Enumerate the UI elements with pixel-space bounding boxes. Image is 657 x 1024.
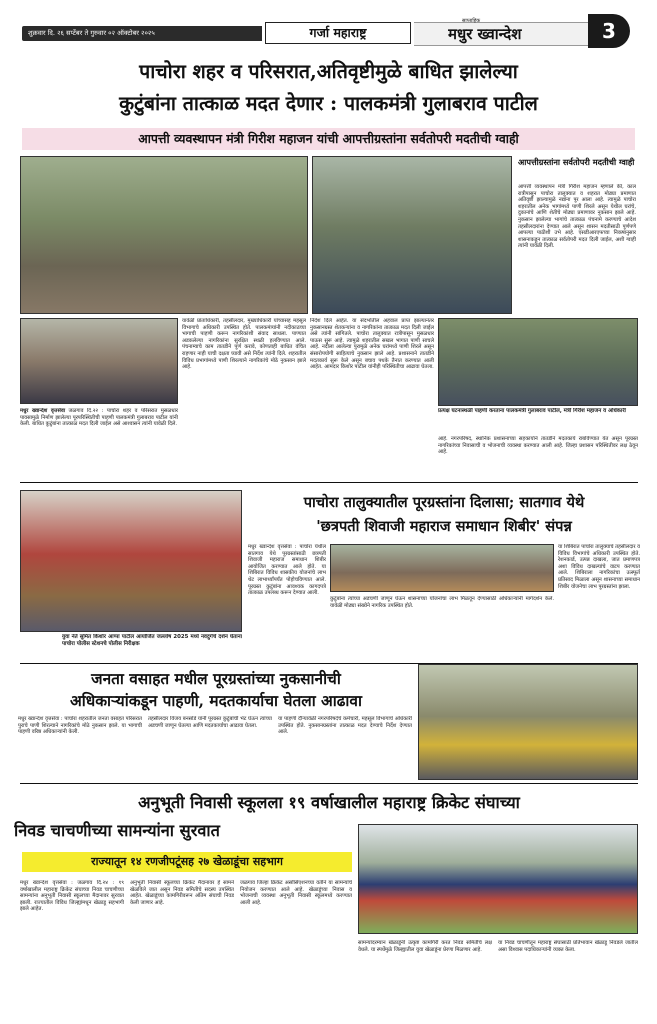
masthead <box>0 0 657 48</box>
story4-headline-line1: अनुभूती निवासी स्कूलला १९ वर्षाखालील महाराष्ट्र क्रिकेट संघाच्या <box>138 793 520 812</box>
story4-col4: सामन्यांदरम्यान खेळाडूंनी उत्कृष्ट कामगिरी करत निवड समितीचे लक्ष वेधले. या स्पर्धेमुळे जिल्ह्यातील युवा खेळाडूंना प्रेरणा मिळणार आहे. <box>358 940 492 953</box>
story4-photo <box>358 824 638 934</box>
story2-col1: मधुर ख्वान्देश वृत्तसेवा : पाचोरा येथील सातगाव येथे पूरग्रस्तांसाठी छत्रपती शिवाजी महाराज समाधान शिबीर आयोजित करण्यात आले होते. या शिबिरात विविध शासकीय योजनांचे लाभ थेट लाभार्थ्यांपर्यंत पोहोचविण्यात आले. पूरग्रस्त कुटुंबांना आवश्यक कागदपत्रे तात्काळ उपलब्ध करून देण्यात आली. <box>248 544 326 597</box>
story2-photo <box>20 490 242 632</box>
story2-headline-line1: पाचोरा तालुक्यातील पूरग्रस्तांना दिलासा; सातगाव येथे <box>303 494 585 511</box>
story1-photo-4 <box>438 318 638 406</box>
story1-photo-1 <box>20 156 308 314</box>
story1-byline-name: मधुर ख्वान्देश वृत्तसेवा <box>20 408 66 414</box>
story2-photo-2 <box>330 544 554 592</box>
masthead-date: शुक्रवार दि. २६ सप्टेंबर ते गुरुवार ०२ ऑक्टोबर २०२५ <box>28 29 155 37</box>
story2-photo-caption: युवा नेते सुमित किशोर आप्पा पाटील आयोजित जल्लोष 2025 मध्ये नवदुर्गेचे दर्शन घेताना पाचोरा पोलीस स्टेशनचे पोलीस निरीक्षक <box>62 634 242 647</box>
story3-headline-line2: अधिकाऱ्यांकडून पाहणी, मदतकार्याचा घेतला आढावा <box>70 692 362 710</box>
story2-col2: कुटुंबांना त्यांच्या अडचणी जाणून घेऊन शासनाच्या योजनांचा लाभ मिळवून देण्यासाठी अधिकाऱ्यांनी मार्गदर्शन केले. यावेळी मोठ्या संख्येने नागरिक उपस्थित होते. <box>330 596 554 609</box>
story1-dateline: जळगाव दि.२२ : पाचोरा शहर व परिसरात मुसळधार पावसामुळे निर्माण झालेल्या पूरपरिस्थितीची पाहणी पालकमंत्री गुलाबराव पाटील यांनी केली. बाधित कुटुंबांना तात्काळ मदत दिली जाईल असे आश्वासन त्यांनी यावेळी दिले. <box>20 408 178 428</box>
masthead-section: गर्जा महाराष्ट्र <box>309 25 367 40</box>
story1-col3: निर्देश दिले आहेत. या संदर्भातील अहवाल प्राप्त झाल्यानंतर नुकसानग्रस्त शेतकऱ्यांना व नागरिकांना तात्काळ मदत दिली जाईल असे त्यांनी सांगितले. पाचोरा तालुक्यात रात्रीपासून मुसळधार पाऊस सुरू आहे. त्यामुळे शहरातील सखल भागात पाणी साचले आहे. नदीला आलेल्या पुरामुळे अनेक घरांमध्ये पाणी शिरले असून संसारोपयोगी साहित्याचे नुकसान झाले आहे. प्रशासनाने तातडीने मदतकार्य सुरू केले असून बचाव पथके तैनात करण्यात आली आहेत. आमदार किशोर पाटील यांनीही परिस्थितीचा आढावा घेतला. <box>310 318 434 371</box>
story1-col4: आहे. नगरपरिषद, स्थानिक प्रशासनाच्या सहकार्याने तातडीने मदतकार्य राबविण्यात येत असून पूरग्रस्त नागरिकांच्या निवासाची व भोजनाची व्यवस्था करण्यात आली आहे. जिल्हा प्रशासन परिस्थितीवर लक्ष ठेवून आहे. <box>438 436 638 456</box>
story3-headline-line1: जनता वसाहत मधील पूरग्रस्तांच्या नुकसानीची <box>91 670 341 688</box>
story4-col1: मधुर ख्वान्देश वृत्तसेवा : जळगाव दि.२४ : १९ वर्षाखालील महाराष्ट्र क्रिकेट संघाच्या निवड चाचणीच्या सामन्यांना अनुभूती निवासी स्कूलच्या मैदानावर सुरवात झाली. राज्यातील विविध जिल्ह्यांमधून खेळाडू सहभागी झाले आहेत. <box>20 880 124 913</box>
story1-side-title: आपत्तीग्रस्तांना सर्वतोपरी मदतीची ग्वाही <box>518 157 635 167</box>
story3-col2: तहसीलदार विजय बनसोडे यांनी पूरग्रस्त कुटुंबांची भेट घेऊन त्यांच्या अडचणी जाणून घेतल्या आणि मदतकार्याचा आढावा घेतला. <box>148 716 272 729</box>
story3-photo <box>418 664 638 780</box>
story1-side-text: आपत्ती व्यवस्थापन मंत्री गिरीश महाजन म्हणाले की, काल रात्रीपासून पाचोरा तालुक्यात व शहरात मोठ्या प्रमाणात अतिवृष्टी झाल्यामुळे नद्यांना पूर आला आहे. त्यामुळे पाचोरा शहरातील अनेक भागांमध्ये पाणी शिरले असून येथील घरांचे, दुकानांचे आणि शेतीचे मोठ्या प्रमाणावर नुकसान झाले आहे. नुकसान झालेल्या भागांचे तात्काळ पंचनामे करण्याचे आदेश तहसीलदारांना देण्यात आले असून शासन मदतीसाठी पूर्णपणे आपल्या पाठीशी उभे आहे. एसडीआरएफच्या निकषानुसार शासनाकडून तात्काळ सर्वतोपरी मदत दिली जाईल, अशी ग्वाही त्यांनी यावेळी दिली. <box>518 184 636 250</box>
story4-col5: या निवड चाचणीतून महाराष्ट्र संघासाठी प्रतिभावान खेळाडू निवडले जातील असा विश्वास पदाधिकाऱ्यांनी व्यक्त केला. <box>498 940 638 953</box>
story4-subheadline: राज्यातून १४ रणजीपटूंसह २७ खेळाडूंचा सहभाग <box>91 855 283 868</box>
story1-headline-line2: कुटुंबांना तात्काळ मदत देणार : पालकमंत्री गुलाबराव पाटील <box>119 92 538 115</box>
story2-headline-line2: 'छत्रपती शिवाजी महाराज समाधान शिबीर' संपन्न <box>316 518 572 535</box>
story3-col1: मधुर ख्वान्देश वृत्तसेवा : पाचोरा शहरातील जनता वसाहत परिसरात पुराचे पाणी शिरल्याने नागरिकांचे मोठे नुकसान झाले. या भागाची पाहणी वरिष्ठ अधिकाऱ्यांनी केली. <box>18 716 142 736</box>
story4-col3: जळगाव जिल्हा क्रिकेट असोसिएशनच्या वतीने या सामन्यांचे नियोजन करण्यात आले आहे. खेळाडूंच्या निवास व भोजनाची व्यवस्था अनुभूती निवासी स्कूलमध्ये करण्यात आली आहे. <box>240 880 352 906</box>
story3-col3: या पाहणी दौऱ्यावेळी नगरपरिषदेचे कर्मचारी, महसूल विभागाचे अधिकारी उपस्थित होते. नुकसानग्रस्तांना तात्काळ मदत देण्याचे निर्देश देण्यात आले. <box>278 716 412 736</box>
story1-byline <box>20 408 178 478</box>
story1-photo-2 <box>312 156 512 314</box>
story1-subheadline: आपत्ती व्यवस्थापन मंत्री गिरीश महाजन यांची आपत्तीग्रस्तांना सर्वतोपरी मदतीची ग्वाही <box>138 131 519 146</box>
story2-col3: या शिबिरात पाचोरा तालुक्याचे तहसीलदार व विविध विभागांचे अधिकारी उपस्थित होते. रेशनकार्ड, उत्पन्न दाखला, जात प्रमाणपत्र अशा विविध दाखल्यांचे वाटप करण्यात आले. शिबिराला नागरिकांचा उत्स्फूर्त प्रतिसाद मिळाला असून शासनाच्या समाधान शिबीर योजनेचा लाभ पूरग्रस्तांना झाला. <box>558 544 640 590</box>
masthead-tagline: साप्ताहिक <box>462 18 481 24</box>
divider-3 <box>20 783 638 784</box>
story4-col2: अनुभूती निवासी स्कूलच्या क्रिकेट मैदानावर हे सामने खेळविले जात असून निवड समितीचे सदस्य उपस्थित आहेत. खेळाडूंच्या कामगिरीवरून अंतिम संघाची निवड केली जाणार आहे. <box>130 880 234 906</box>
story1-photo-caption: प्रत्यक्ष घटनास्थळी पाहणी करताना पालकमंत्री गुलाबराव पाटील, मंत्री गिरीश महाजन व अधिकारी <box>438 408 626 414</box>
story1-headline-line1: पाचोरा शहर व परिसरात,अतिवृष्टीमुळे बाधित झालेल्या <box>139 60 518 83</box>
story1-col2: यावेळी प्रांताधिकारी, तहसीलदार, मुख्याधिकारी यांच्यासह महसूल विभागाचे अधिकारी उपस्थित होते. पालकमंत्र्यांनी नदीकाठच्या भागाची पाहणी करून नागरिकांशी संवाद साधला. पाण्यात अडकलेल्या नागरिकांना सुरक्षित स्थळी हलविण्यात आले. पंचनाम्याचे काम तातडीने पूर्ण करावे, कोणताही बाधित वंचित राहणार नाही याची दक्षता घ्यावी असे निर्देश त्यांनी दिले. शहरातील विविध प्रभागांमध्ये पाणी शिरल्याने नागरिकांचे मोठे नुकसान झाले आहे. <box>182 318 306 371</box>
story4-headline-line2: निवड चाचणीच्या सामन्यांना सुरवात <box>14 821 220 840</box>
page-number: 3 <box>602 19 616 43</box>
divider-1 <box>20 482 638 483</box>
masthead-paper-name: मधुर ख्वान्देश <box>448 25 522 43</box>
story1-photo-3 <box>20 318 178 404</box>
